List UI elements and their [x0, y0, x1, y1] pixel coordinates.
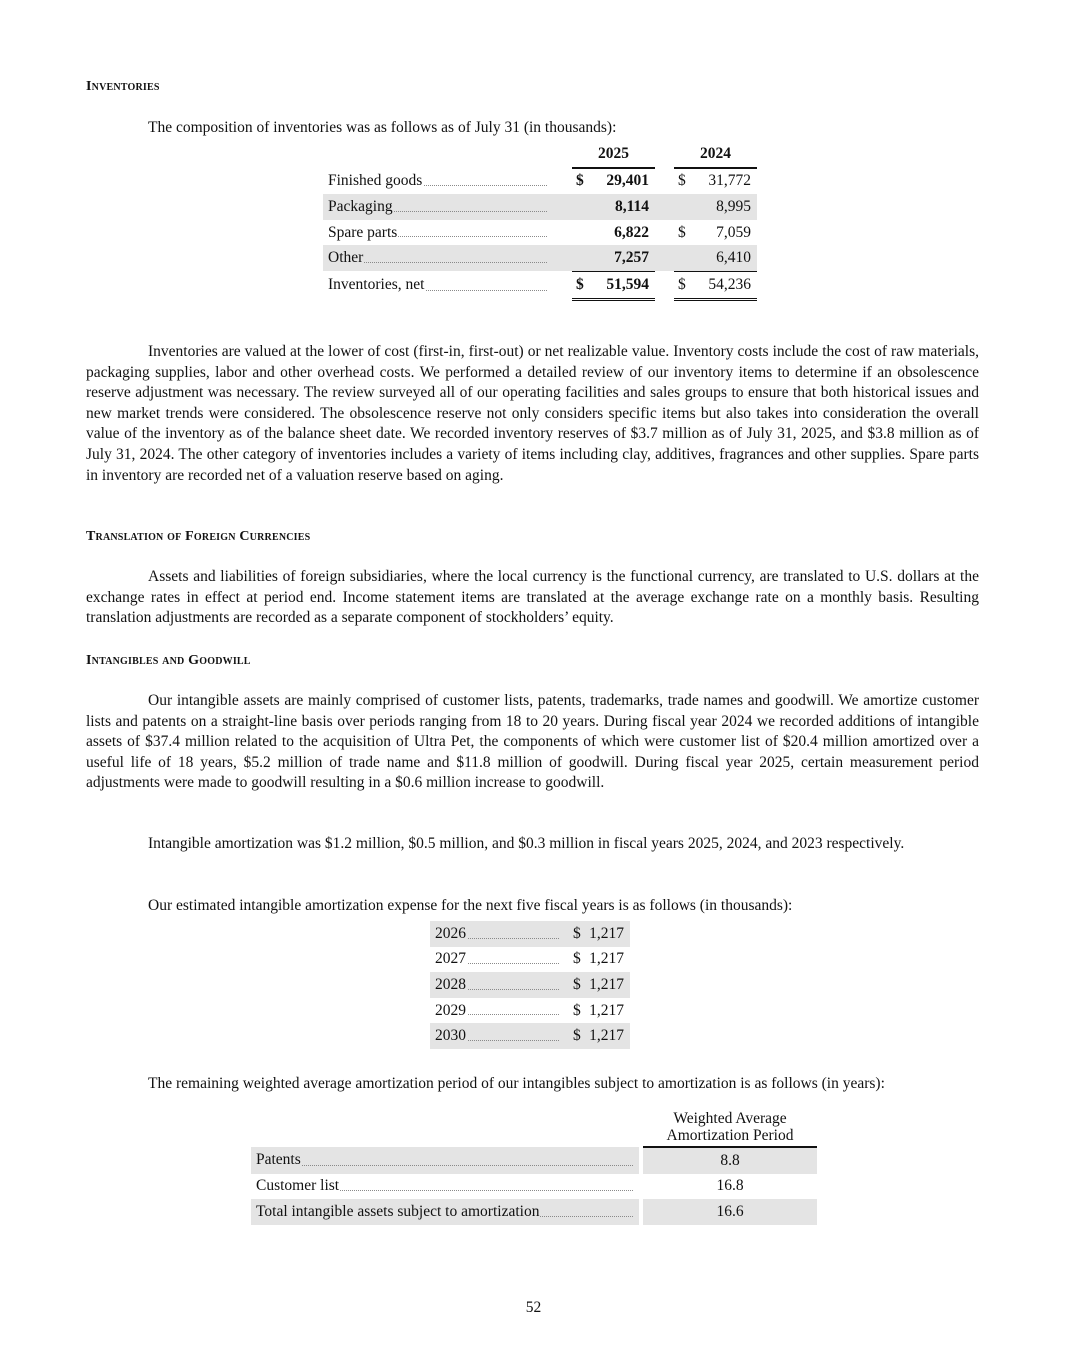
period-value: 16.8: [716, 1177, 744, 1195]
row-label: Total intangible assets subject to amortization: [256, 1202, 540, 1220]
amount-value: 1,217: [586, 921, 630, 947]
amount-value: 1,217: [586, 972, 630, 998]
row-label: Inventories, net: [328, 276, 425, 294]
value-2024: 8,995: [691, 194, 757, 220]
table-row: [430, 947, 630, 973]
row-label: Packaging: [328, 197, 393, 215]
value-2024: 31,772: [708, 172, 751, 190]
currency-symbol: [674, 245, 691, 271]
value-2024: 6,410: [691, 245, 757, 271]
currency-symbol: $: [674, 271, 691, 299]
translation-paragraph: Assets and liabilities of foreign subsidiaries, where the local currency is the functional currency, are translated to U.S. dollars at the exchange rates in effect at period end. Income statement items are translated at the average exchange rate on a monthly basis. Resulting translation adjustments are recorded as a separate component of stockholders’ equity.: [86, 568, 979, 627]
col-2025-header: 2025: [572, 142, 655, 168]
table-row: [323, 194, 757, 220]
year-label: 2028: [435, 975, 466, 993]
currency-symbol: [572, 220, 589, 246]
currency-symbol: [674, 194, 691, 220]
currency-symbol: $: [573, 950, 581, 968]
amount-value: 1,217: [586, 1023, 630, 1049]
weighted-average-intro: The remaining weighted average amortization period of our intangibles subject to amortization is as follows (in years):: [148, 1075, 885, 1092]
value-2024: 54,236: [691, 271, 757, 299]
value-2025: 8,114: [589, 194, 655, 220]
table-row: [430, 921, 630, 947]
inventories-paragraph: Inventories are valued at the lower of cost (first-in, first-out) or net realizable value. Inventory costs include the cost of raw materials, packaging supplies, labor and other overhead costs. We performed a detailed review of our inventory items to determine if an obsolescence reserve adjustment was necessary. The review surveyed all of our operating facilities and sales groups to ensure that both historical issues and new market trends were considered. The obsolescence reserve not only considers specific items but also takes into consideration the overall value of the inventory as of the balance sheet date. We recorded inventory reserves of $3.7 million as of July 31, 2025, and $3.8 million as of July 31, 2024. The other category of inventories includes a variety of items including clay, additives, fragrances and other supplies. Spare parts in inventory are recorded net of a valuation reserve based on aging.: [86, 343, 979, 484]
year-label: 2027: [435, 950, 466, 968]
period-value: 16.6: [643, 1199, 817, 1225]
intangibles-paragraph-1: Our intangible assets are mainly comprised of customer lists, patents, trademarks, trade names and goodwill. We amortize customer lists and patents on a straight-line basis over periods ranging from 18 to 20 years. During fiscal year 2024 we recorded additions of intangible assets of $37.4 million related to the acquisition of Ultra Pet, the components of which were customer list of $20.4 million amortized over a useful life of 18 years, $5.2 million of trade name and $11.8 million of goodwill. During fiscal year 2025, certain measurement period adjustments were made to goodwill resulting in a $0.6 million increase to goodwill.: [86, 692, 979, 792]
amount-value: 1,217: [589, 950, 624, 968]
year-label: 2029: [435, 1001, 466, 1019]
currency-symbol: $: [678, 172, 686, 190]
page-number: 52: [525, 1299, 542, 1316]
value-2025: 7,257: [589, 245, 655, 271]
intangibles-heading: Intangibles and Goodwill: [86, 653, 251, 668]
translation-heading: Translation of Foreign Currencies: [86, 529, 311, 544]
table-row: [323, 245, 757, 271]
value-2025: 29,401: [606, 172, 649, 190]
currency-symbol: [572, 245, 589, 271]
row-label: Patents: [256, 1151, 301, 1169]
table-row: [430, 1023, 630, 1049]
value-2025: 51,594: [589, 271, 655, 299]
inventories-table: [323, 142, 757, 301]
row-label: Customer list: [256, 1177, 340, 1195]
table-row: [430, 998, 630, 1024]
table-row: [323, 168, 757, 195]
currency-symbol: $: [565, 972, 586, 998]
col-2024-header: 2024: [674, 142, 757, 168]
currency-symbol: $: [678, 223, 686, 241]
period-value: 8.8: [643, 1147, 817, 1174]
inventories-heading: Inventories: [86, 79, 160, 94]
inventories-intro: The composition of inventories was as follows as of July 31 (in thousands):: [148, 119, 617, 136]
currency-symbol: $: [565, 921, 586, 947]
year-label: 2026: [435, 924, 466, 942]
header-line-1: Weighted Average: [673, 1110, 787, 1127]
table-row: [323, 220, 757, 246]
currency-symbol: $: [572, 271, 589, 299]
amount-value: 1,217: [589, 1001, 624, 1019]
table-row: [251, 1174, 817, 1200]
table-row-total: [323, 271, 757, 299]
weighted-average-header: [643, 1106, 817, 1147]
value-2024: 7,059: [716, 223, 751, 241]
table-row: [251, 1199, 817, 1225]
currency-symbol: $: [573, 1001, 581, 1019]
row-label: Spare parts: [328, 223, 398, 241]
weighted-average-table: [251, 1106, 817, 1225]
intangibles-paragraph-2: Intangible amortization was $1.2 million, $0.5 million, and $0.3 million in fiscal years 2025, 2024, and 2023 respectively.: [148, 835, 905, 852]
amortization-intro: Our estimated intangible amortization expense for the next five fiscal years is as follows (in thousands):: [148, 897, 793, 914]
value-2025: 6,822: [614, 223, 649, 241]
currency-symbol: $: [576, 172, 584, 190]
amortization-table: [430, 921, 630, 1049]
currency-symbol: [572, 194, 589, 220]
table-row: [251, 1147, 817, 1174]
table-row: [430, 972, 630, 998]
header-line-2: Amortization Period: [666, 1127, 794, 1144]
currency-symbol: $: [565, 1023, 586, 1049]
row-label: Finished goods: [328, 171, 423, 189]
row-label: Other: [328, 249, 364, 267]
year-label: 2030: [435, 1027, 466, 1045]
